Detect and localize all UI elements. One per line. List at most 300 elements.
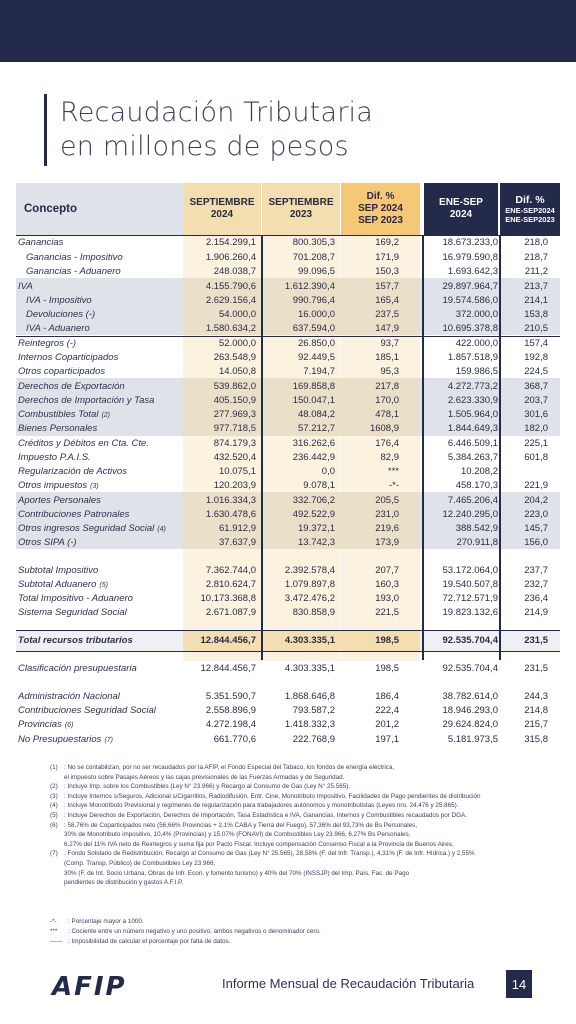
cell-value: 1.612.390,4 xyxy=(284,281,335,292)
cell-value: 5.351.590,7 xyxy=(205,691,256,702)
footnote-text: pendientes de distribución y gastos A.F.I.P. xyxy=(64,879,184,887)
row-concept-label: Administración Nacional xyxy=(18,691,120,702)
cell-value: 3.472.476,2 xyxy=(284,593,335,604)
footnote-text: : Incluye Monotributo Previsional y regímenes de regularización para trabajadores autónomos y monotributistas (Leyes nro. 24.476 y 25.865). xyxy=(64,802,459,810)
cell-value: 72.712.571,9 xyxy=(442,593,498,604)
cell-value: 2.154.299,1 xyxy=(205,237,256,248)
cell-value: 6.446.509,1 xyxy=(447,438,498,449)
cell-value: 7.194,7 xyxy=(303,366,335,377)
cell-value: 156,0 xyxy=(524,537,548,548)
cell-value: 171,9 xyxy=(375,252,399,263)
footnote-text: 6,27% del 11% IVA neto de Reintegros y suma fija por Pacto Fiscal. Incluye compensación Consenso Fiscal a la Provincia de Buenos Aires. xyxy=(64,840,454,848)
footnote-line xyxy=(50,878,550,888)
cell-value: 19.574.586,0 xyxy=(442,295,498,306)
cell-value: 231,0 xyxy=(375,509,399,520)
cell-value: 198,5 xyxy=(375,663,399,674)
table-row xyxy=(16,351,560,365)
table-row xyxy=(16,718,560,732)
header-label: SEP 2023 xyxy=(358,215,403,226)
footnote-text: : 58,76% de Coparticipados neto (56,66% Provincias + 2,1% CABA y Tierra del Fuego), 57,36% del 93,73% de Bs Personales, xyxy=(64,821,418,829)
cell-value: 205,5 xyxy=(375,495,399,506)
footnote-key: (5) xyxy=(50,811,58,819)
cell-value: 1.580.634,2 xyxy=(205,323,256,334)
table-row xyxy=(16,479,560,493)
table-row xyxy=(16,308,560,322)
row-concept xyxy=(18,704,156,718)
footnote-line xyxy=(50,937,530,947)
row-concept xyxy=(18,690,120,704)
row-concept xyxy=(18,733,113,748)
title-line-1: Recaudación Tributaria xyxy=(60,97,373,128)
row-concept xyxy=(18,280,33,294)
table-row xyxy=(16,265,560,279)
footnote-text: : Imposibilidad de calcular el porcentaje por falta de datos. xyxy=(68,938,231,945)
cell-value: 492.522,9 xyxy=(292,509,335,520)
cell-value: 201,2 xyxy=(375,719,399,730)
cell-value: *** xyxy=(387,466,399,477)
cell-value: 301,6 xyxy=(524,409,548,420)
header-concepto-label: Concepto xyxy=(24,203,78,215)
cell-value: 236.442,9 xyxy=(292,452,335,463)
cell-value: 186,4 xyxy=(375,691,399,702)
row-note-ref: (3) xyxy=(90,483,99,490)
row-concept-label: Ganancias - Impositivo xyxy=(26,252,123,263)
row-concept xyxy=(18,634,133,648)
row-concept xyxy=(18,465,127,479)
header-ene-sep-2024 xyxy=(424,183,498,235)
footnote-line xyxy=(50,859,550,869)
cell-value: 219,6 xyxy=(375,523,399,534)
row-concept-label: Otros ingresos Seguridad Social xyxy=(18,523,155,534)
row-concept xyxy=(18,536,77,550)
footnote-key xyxy=(50,773,64,783)
row-concept xyxy=(18,451,91,465)
row-concept-label: IVA xyxy=(18,281,33,292)
footnote-line xyxy=(50,763,550,773)
cell-value: 637.594,0 xyxy=(292,323,335,334)
row-concept xyxy=(18,380,125,394)
cell-value: 601,8 xyxy=(524,452,548,463)
table-row xyxy=(16,294,560,308)
cell-value: 10.695.378,8 xyxy=(442,323,498,334)
table-row xyxy=(16,465,560,479)
cell-value: 332.706,2 xyxy=(292,495,335,506)
row-concept xyxy=(26,294,92,308)
footnote-line xyxy=(50,917,530,927)
cell-value: 218,7 xyxy=(524,252,548,263)
row-concept-label: Bienes Personales xyxy=(18,423,98,434)
cell-value: 793.587,2 xyxy=(292,705,335,716)
cell-value: 2.558.896,9 xyxy=(205,705,256,716)
row-concept xyxy=(18,408,110,423)
afip-logo: AFIP xyxy=(52,972,127,1002)
header-sep-2023 xyxy=(262,183,340,235)
header-label: ENE-SEP2023 xyxy=(505,215,555,224)
footnote-line xyxy=(50,849,550,859)
table-row xyxy=(16,451,560,465)
cell-value: 16.979.590,8 xyxy=(442,252,498,263)
table-row xyxy=(16,578,560,592)
cell-value: 61.912,9 xyxy=(219,523,256,534)
row-concept xyxy=(18,522,166,537)
footnote-text: : Fondo Solidario de Redistribución, Recargo al Consumo de Gas (Ley N° 25.565), 28,58% (F. del Infr. Transp.), 4,31% (F. de Infr. Hídrica.) y 2,55% xyxy=(64,850,475,858)
cell-value: 7.362.744,0 xyxy=(205,565,256,576)
cell-value: 153,8 xyxy=(524,309,548,320)
cell-value: 37.637,9 xyxy=(219,537,256,548)
row-concept-label: Otros coparticipados xyxy=(18,366,106,377)
cell-value: 316.262,6 xyxy=(292,438,335,449)
cell-value: 29.624.824,0 xyxy=(442,719,498,730)
footnote-key xyxy=(50,859,64,869)
row-concept-label: Total Impositivo - Aduanero xyxy=(18,593,133,604)
cell-value: 210,5 xyxy=(524,323,548,334)
header-label: ENE-SEP xyxy=(439,197,483,208)
header-label: ENE-SEP2024 xyxy=(505,206,555,215)
row-concept-label: Ganancias xyxy=(18,237,64,248)
cell-value: 1.868.646,8 xyxy=(284,691,335,702)
footnote-text: 30% (F. de Int. Socio Urbana, Obras de Infr. Econ. y fomento turismo) y 40% del 70% (INSSJP) del Imp. País, Fac. de Pago xyxy=(64,869,410,877)
cell-value: 185,1 xyxy=(375,352,399,363)
cell-value: -*- xyxy=(388,480,399,491)
cell-value: 10.173.368,8 xyxy=(200,593,256,604)
row-concept-label: Contribuciones Patronales xyxy=(18,509,130,520)
row-concept-label: Otros impuestos xyxy=(18,480,88,491)
row-concept-label: Provincias xyxy=(18,719,62,730)
footnote-key: (2) xyxy=(50,783,58,791)
row-concept-label: IVA - Aduanero xyxy=(26,323,90,334)
row-concept-label: Internos Coparticipados xyxy=(18,352,119,363)
row-concept xyxy=(18,592,133,606)
row-concept-label: IVA - Impositivo xyxy=(26,295,92,306)
cell-value: 13.742,3 xyxy=(298,537,335,548)
cell-value: 4.155.790,6 xyxy=(205,281,256,292)
cell-value: 26.850,0 xyxy=(298,338,335,349)
footnote-line xyxy=(50,869,550,879)
header-dif-ene-sep xyxy=(500,183,560,235)
row-concept xyxy=(18,662,137,676)
table-row xyxy=(16,337,560,351)
cell-value: 539.862,0 xyxy=(213,381,256,392)
cell-value: 0,0 xyxy=(321,466,335,477)
title-line-2: en millones de pesos xyxy=(60,131,349,162)
cell-value: 223,0 xyxy=(524,509,548,520)
footnote-key: (3) xyxy=(50,792,58,800)
row-concept-label: Ganancias - Aduanero xyxy=(26,266,121,277)
cell-value: 157,4 xyxy=(524,338,548,349)
footnote-text: 30% de Monotributo impositivo, 10,4% (Provincias) y 15,07% (FONAVI) de Combustibles Ley 23.966, 6,27% Bs Personales, xyxy=(64,831,411,839)
cell-value: 12.844.456,7 xyxy=(200,663,256,674)
row-concept-label: Clasificación presupuestaria xyxy=(18,663,137,674)
row-concept xyxy=(18,422,97,436)
table-row xyxy=(16,380,560,394)
header-dif-sep xyxy=(341,183,420,235)
cell-value: 204,2 xyxy=(524,495,548,506)
cell-value: 214,9 xyxy=(524,607,548,618)
footnote-text: el impuesto sobre Pasajes Aéreos y las cajas previsionales de las Fuerzas Armadas y de Seguridad. xyxy=(64,773,345,781)
cell-value: 169,2 xyxy=(375,237,399,248)
footnote-key: -*- xyxy=(50,918,57,925)
cell-value: 213,7 xyxy=(524,281,548,292)
table-rule xyxy=(16,651,560,652)
footnote-line xyxy=(50,840,550,850)
row-note-ref: (7) xyxy=(104,737,113,744)
cell-value: 217,8 xyxy=(375,381,399,392)
footnote-line xyxy=(50,830,550,840)
cell-value: 157,7 xyxy=(375,281,399,292)
cell-value: 1.079.897,8 xyxy=(284,579,335,590)
row-note-ref: (4) xyxy=(157,526,166,533)
row-concept-label: Regularización de Activos xyxy=(18,466,127,477)
header-label: SEP 2024 xyxy=(358,203,403,214)
cell-value: 4.272.773,2 xyxy=(447,381,498,392)
cell-value: 248.038,7 xyxy=(213,266,256,277)
cell-value: 368,7 xyxy=(524,381,548,392)
row-concept-label: Total recursos tributarios xyxy=(18,635,133,646)
cell-value: 9.078,1 xyxy=(303,480,335,491)
row-concept-label: Subtotal Aduanero xyxy=(18,579,97,590)
table-row xyxy=(16,280,560,294)
row-concept xyxy=(18,718,73,733)
table-row xyxy=(16,494,560,508)
table-row xyxy=(16,322,560,336)
footnotes xyxy=(50,763,550,888)
header-label: 2024 xyxy=(210,209,234,220)
row-concept-label: Aportes Personales xyxy=(18,495,101,506)
cell-value: 1.844.649,3 xyxy=(447,423,498,434)
cell-value: 4.303.335,1 xyxy=(284,663,335,674)
table-row xyxy=(16,251,560,265)
footnote-text: : Incluye Internos s/Seguros, Adicional s/Cigarrillos, Radiodifusión, Entr. Cine, Monotributo Impositivo, Facilidades de Pago pendientes de distribución xyxy=(64,792,481,800)
footnote-text: : Incluye Imp. sobre los Combustibles (Ley N° 23.966) y Recargo al Consumo de Gas (Ley N° 25.565). xyxy=(64,783,351,791)
cell-value: 169.858,8 xyxy=(292,381,335,392)
row-concept xyxy=(18,606,127,620)
cell-value: 2.392.578,4 xyxy=(284,565,335,576)
row-concept-label: Sistema Seguridad Social xyxy=(18,607,127,618)
footnote-key: *** xyxy=(50,928,58,935)
cell-value: 182,0 xyxy=(524,423,548,434)
cell-value: 236,4 xyxy=(524,593,548,604)
cell-value: 170,0 xyxy=(375,395,399,406)
cell-value: 372.000,0 xyxy=(455,309,498,320)
cell-value: 701.208,7 xyxy=(292,252,335,263)
cell-value: 160,3 xyxy=(375,579,399,590)
cell-value: 198,5 xyxy=(375,635,399,646)
cell-value: 1608,9 xyxy=(369,423,399,434)
row-concept xyxy=(18,437,149,451)
cell-value: 1.418.332,3 xyxy=(284,719,335,730)
footnote-key: (4) xyxy=(50,802,58,810)
cell-value: 222.768,9 xyxy=(292,734,335,745)
footnote-line xyxy=(50,782,550,792)
cell-value: 19.372,1 xyxy=(298,523,335,534)
cell-value: 270.911,8 xyxy=(456,537,498,548)
row-note-ref: (2) xyxy=(101,412,111,419)
table-rule xyxy=(16,630,560,631)
cell-value: 147,9 xyxy=(375,323,399,334)
row-concept xyxy=(26,265,121,279)
header-label: 2023 xyxy=(289,209,313,220)
cell-value: 207,7 xyxy=(375,565,399,576)
footnote-key xyxy=(50,840,64,850)
cell-value: 458.170,3 xyxy=(455,480,498,491)
cell-value: 478,1 xyxy=(375,409,399,420)
cell-value: 432.520,4 xyxy=(213,452,256,463)
page-title xyxy=(60,96,373,164)
table-row xyxy=(16,606,560,620)
table-row xyxy=(16,704,560,718)
cell-value: 176,4 xyxy=(375,438,399,449)
cell-value: 14.050,8 xyxy=(219,366,256,377)
footnote-key xyxy=(50,869,64,879)
cell-value: 231,5 xyxy=(524,663,548,674)
footnote-key xyxy=(50,878,64,888)
footnote-line xyxy=(50,792,550,802)
cell-value: 54.000,0 xyxy=(219,309,256,320)
row-concept xyxy=(18,365,105,379)
table-row xyxy=(16,592,560,606)
row-concept xyxy=(18,578,108,593)
cell-value: 10.075,1 xyxy=(219,466,256,477)
cell-value: 1.630.478,6 xyxy=(205,509,256,520)
cell-value: 214,1 xyxy=(524,295,548,306)
cell-value: 2.810.624,7 xyxy=(205,579,256,590)
table-row xyxy=(16,634,560,648)
table-row xyxy=(16,662,560,676)
row-concept-label: Impuesto P.A.I.S. xyxy=(18,452,91,463)
cell-value: 150.047,1 xyxy=(292,395,335,406)
cell-value: 221,9 xyxy=(524,480,548,491)
table-row xyxy=(16,522,560,536)
row-concept xyxy=(26,322,90,336)
cell-value: 225,1 xyxy=(524,438,548,449)
cell-value: 57.212,7 xyxy=(298,423,335,434)
cell-value: 18.673.233,0 xyxy=(442,237,498,248)
footnote-text: : Porcentaje mayor a 1000. xyxy=(68,918,144,925)
cell-value: 1.505.964,0 xyxy=(447,409,498,420)
header-label: Dif. % xyxy=(515,194,545,206)
cell-value: 4.303.335,1 xyxy=(284,635,335,646)
footnote-key: (7) xyxy=(50,850,58,858)
cell-value: 4.272.198,4 xyxy=(205,719,256,730)
cell-value: 48.084,2 xyxy=(298,409,335,420)
footnote-line xyxy=(50,821,550,831)
cell-value: 145,7 xyxy=(524,523,548,534)
cell-value: 29.897.964,7 xyxy=(442,281,498,292)
cell-value: 1.857.518,9 xyxy=(447,352,498,363)
footnote-text: : Cociente entre un número negativo y uno positivo, ambos negativos o denominador cero. xyxy=(68,928,321,935)
cell-value: 1.906.260,4 xyxy=(205,252,256,263)
row-concept xyxy=(18,236,63,250)
cell-value: 1.016.334,3 xyxy=(205,495,256,506)
cell-value: 173,9 xyxy=(375,537,399,548)
table-row xyxy=(16,394,560,408)
footnote-line xyxy=(50,811,550,821)
header-label: Dif. % xyxy=(366,191,395,202)
footnote-line xyxy=(50,801,550,811)
header-label: 2024 xyxy=(449,209,473,220)
header-sep-2024 xyxy=(183,183,261,235)
cell-value: 53.172.064,0 xyxy=(442,565,498,576)
cell-value: 99.096,5 xyxy=(298,266,335,277)
header-label: SEPTIEMBRE xyxy=(268,197,334,208)
cell-value: 232,7 xyxy=(524,579,548,590)
cell-value: 165,4 xyxy=(375,295,399,306)
footnote-key: (6) xyxy=(50,821,58,829)
row-concept xyxy=(26,308,95,322)
cell-value: 221,5 xyxy=(375,607,399,618)
footnote-key: ------ xyxy=(50,938,63,945)
cell-value: 977.718,5 xyxy=(213,423,256,434)
cell-value: 2.629.156,4 xyxy=(205,295,256,306)
cell-value: 388.542,9 xyxy=(455,523,498,534)
cell-value: 92.535.704,4 xyxy=(442,663,498,674)
footnote-line xyxy=(50,927,530,937)
row-concept-label: Contribuciones Seguridad Social xyxy=(18,705,156,716)
row-note-ref: (6) xyxy=(64,722,74,729)
row-concept-label: Subtotal Impositivo xyxy=(18,565,99,576)
cell-value: 224,5 xyxy=(524,366,548,377)
cell-value: 12.844.456,7 xyxy=(200,635,256,646)
table-row xyxy=(16,437,560,451)
footnote-text: : No se contabilizan, por no ser recaudados por la AFIP, el Fondo Especial del Tabaco, los fondos de energía eléctrica, xyxy=(64,764,395,771)
cell-value: 422.000,0 xyxy=(455,338,498,349)
table-row xyxy=(16,408,560,422)
row-concept-label: Derechos de Exportación xyxy=(18,381,125,392)
cell-value: 82,9 xyxy=(380,452,399,463)
row-concept xyxy=(18,394,154,408)
cell-value: 19.823.132,6 xyxy=(442,607,498,618)
cell-value: 7.465.206,4 xyxy=(447,495,498,506)
row-concept xyxy=(18,564,98,578)
title-accent-bar xyxy=(44,94,47,166)
cell-value: 5.181.973,5 xyxy=(447,734,498,745)
cell-value: 830.858,9 xyxy=(292,607,335,618)
cell-value: 12.240.295,0 xyxy=(442,509,498,520)
row-concept-label: Créditos y Débitos en Cta. Cte. xyxy=(18,438,149,449)
cell-value: 222,4 xyxy=(375,705,399,716)
cell-value: 990.796,4 xyxy=(292,295,335,306)
table-row xyxy=(16,508,560,522)
cell-value: 218,0 xyxy=(524,237,548,248)
cell-value: 874.179,3 xyxy=(213,438,256,449)
cell-value: 237,5 xyxy=(375,309,399,320)
cell-value: 405.150,9 xyxy=(213,395,256,406)
cell-value: 231,5 xyxy=(524,635,548,646)
cell-value: 95,3 xyxy=(380,366,399,377)
footer-report-title: Informe Mensual de Recaudación Tributaria xyxy=(222,976,475,991)
footnote-key: (1) xyxy=(50,764,58,771)
row-concept-label: Derechos de Importación y Tasa xyxy=(18,395,155,406)
cell-value: 203,7 xyxy=(524,395,548,406)
row-concept-label: Devoluciones (-) xyxy=(26,309,96,320)
cell-value: 18.946.293,0 xyxy=(442,705,498,716)
row-concept xyxy=(18,479,99,494)
row-concept-label: Otros SIPA (-) xyxy=(18,537,77,548)
header-label: SEPTIEMBRE xyxy=(189,197,255,208)
cell-value: 5.384.263,7 xyxy=(447,452,498,463)
cell-value: 237,7 xyxy=(524,565,548,576)
row-concept xyxy=(18,337,76,351)
footnote-text: (Comp. Transp. Público) de Combustibles Ley 23.966, xyxy=(64,859,216,867)
cell-value: 661.770,6 xyxy=(213,734,256,745)
cell-value: 10.208,2 xyxy=(461,466,498,477)
cell-value: 192,8 xyxy=(524,352,548,363)
cell-value: 211,2 xyxy=(524,266,548,277)
cell-value: 16.000,0 xyxy=(298,309,335,320)
cell-value: 263.548,9 xyxy=(213,352,256,363)
cell-value: 92.449,5 xyxy=(298,352,335,363)
cell-value: 120.203,9 xyxy=(213,480,256,491)
